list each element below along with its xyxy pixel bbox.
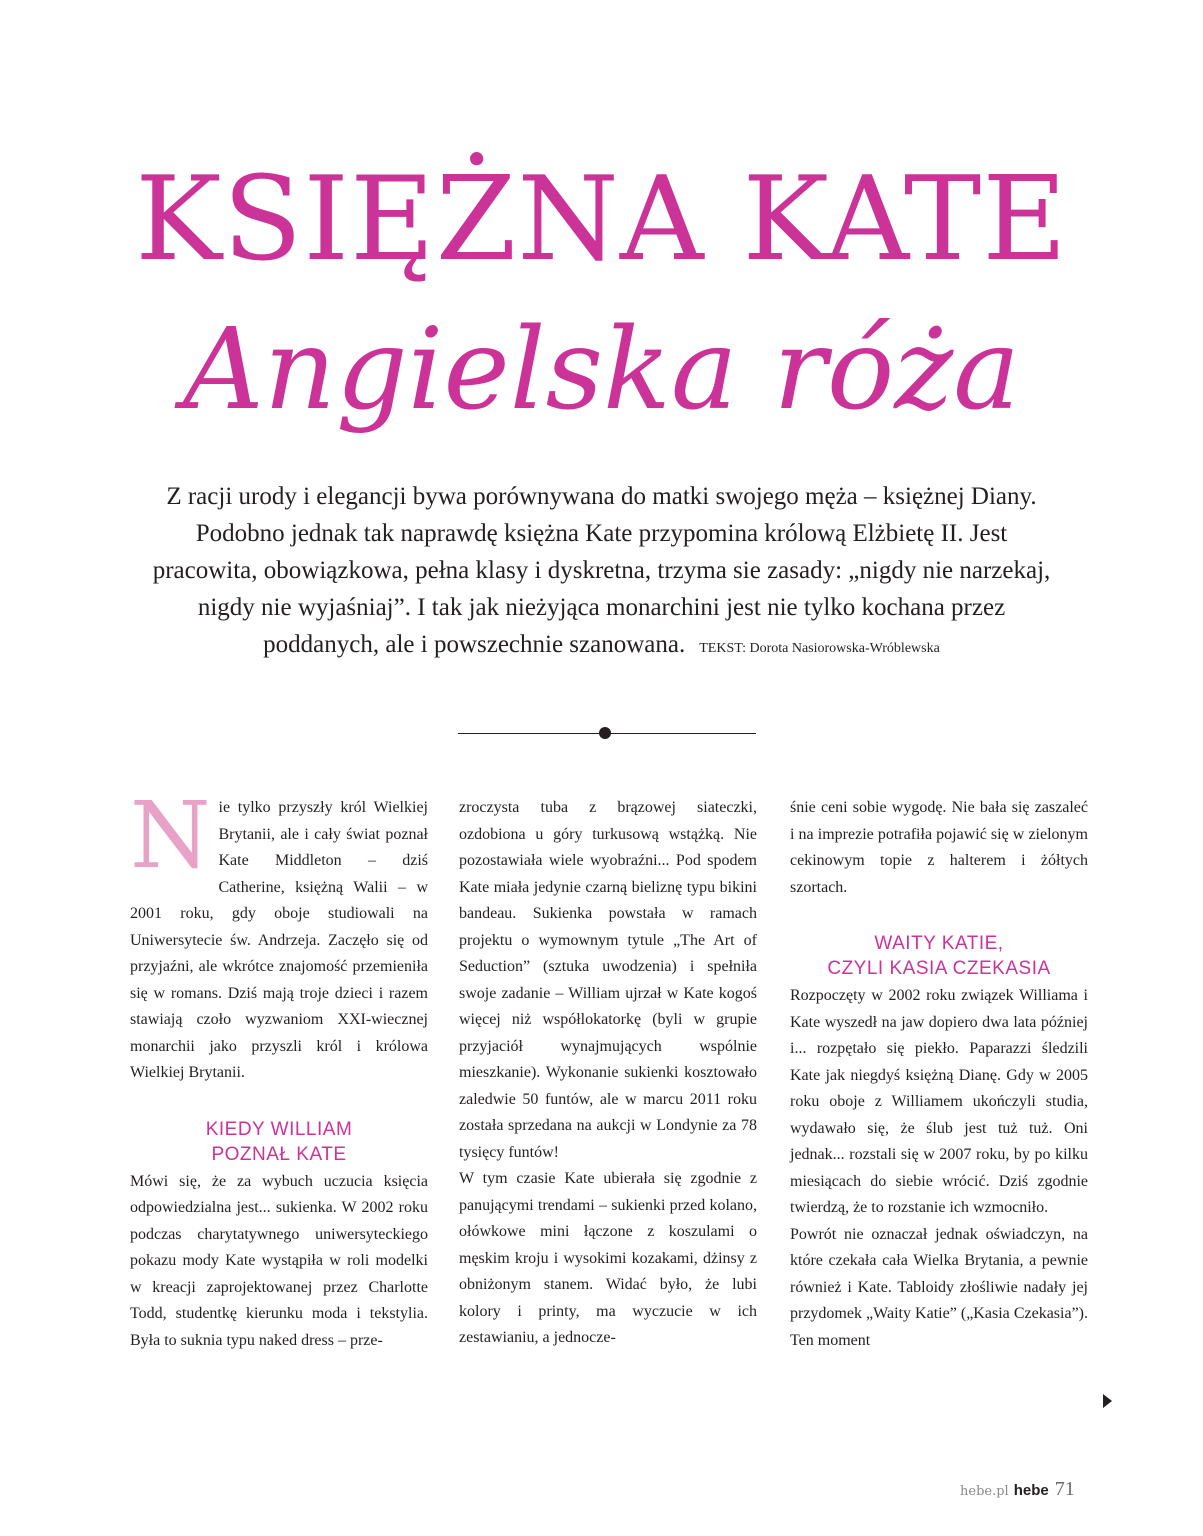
drop-cap: N (130, 782, 211, 889)
lead-text: Z racji urody i elegancji bywa porównywana do matki swojego męża – księżnej Diany. Podobno jednak tak naprawdę księżna Kate przypomina królową Elżbietę II. Jest pracowita, obowiązkowa, pełna klasy i dyskretna, trzyma sie zasady: „nigdy nie narzekaj, nigdy nie wyjaśniaj”. I tak jak nieżyjąca monarchini jest nie tylko kochana przez poddanych, ale i powszechnie szanowana. (152, 483, 1051, 658)
footer-magazine-logo: hebe (1013, 1482, 1049, 1499)
paragraph: zroczysta tuba z brązowej siateczki, ozdobiona u góry turkusową wstążką. Nie pozostawiała wiele wyobraźni... Pod spodem Kate miała jedynie czarną bieliznę typu bikini bandeau. Sukienka powstała w ramach projektu o wymownym tytule „The Art of Seduction” (sztuka uwodzenia) i spełniła swoje zadanie – William ujrzał w Kate kogoś więcej niż współlokatorkę (byli w grupie przyjaciół wynajmujących wspólnie mieszkanie). Wykonanie sukienki kosztowało zaledwie 50 funtów, ale w marcu 2011 roku została sprzedana na aukcji w Londynie za 78 tysięcy funtów! (459, 799, 757, 1161)
paragraph: śnie ceni sobie wygodę. Nie bała się zaszaleć i na imprezie potrafiła pojawić się w zielonym cekinowym topie z halterem i żółtych szortach. (790, 799, 1088, 896)
paragraph: Powrót nie oznaczał jednak oświadczyn, na które czekała cała Wielka Brytania, a pewnie również i Kate. Tabloidy złośliwie nadały jej przydomek „Waity Katie” („Kasia Czekasia”). Ten moment (790, 1225, 1088, 1349)
divider-dot-icon (599, 727, 611, 739)
section-heading-line-1: KIEDY WILLIAM (205, 1118, 353, 1140)
paragraph (130, 782, 428, 1087)
byline: TEKST: Dorota Nasiorowska-Wróblewska (699, 641, 940, 656)
section-heading-line-1: WAITY KATIE, (874, 933, 1004, 954)
paragraph: Rozpoczęty w 2002 roku związek Williama i Kate wyszedł na jaw dopiero dwa lata później i... rozpętało się piekło. Paparazzi śledzili Kate jak niegdyś księżną Dianę. Gdy w 2005 roku oboje z Williamem ukończyli studia, wydawało się, że ślub jest tuż tuż. Oni jednak... rozstali się w 2007 roku, by po kilku miesiącach do siebie wrócić. Dziś zgodnie twierdzą, że to rozstanie ich wzmocniło. (790, 987, 1088, 1216)
section-heading-line-2: CZYLI KASIA CZEKASIA (827, 958, 1051, 979)
paragraph: Mówi się, że za wybuch uczucia księcia odpowiedzialna jest... sukienka. W 2002 roku podczas charytatywnego uniwersyteckiego pokazu mody Kate wystąpiła w roli modelki w kreacji zaprojektowanej przez Charlotte Todd, studentkę kierunku moda i tekstylia. Była to suknia typu naked dress – prze- (130, 1172, 428, 1349)
article-column-3 (790, 795, 1088, 1354)
page-number: 71 (1054, 1478, 1075, 1500)
section-divider (458, 731, 756, 737)
article-column-1 (130, 782, 428, 1354)
section-heading-line-2: POZNAŁ KATE (211, 1143, 347, 1165)
page-footer (960, 1478, 1090, 1501)
article-column-2 (459, 795, 757, 1352)
footer-site: hebe.pl (960, 1484, 1009, 1499)
headline-subtitle: Angielska róża (182, 305, 1021, 435)
section-heading (790, 931, 1088, 981)
continue-arrow-icon (1103, 1394, 1112, 1408)
headline-title: KSIĘŻNA KATE (135, 152, 1068, 287)
lead-paragraph (150, 478, 1053, 667)
paragraph-text: ie tylko przyszły król Wielkiej Brytanii, ale i cały świat poznał Kate Middleton – dziś Catherine, księżną Walii – w 2001 roku, gdy oboje studiowali na Uniwersytecie św. Andrzeja. Zaczęło się od przyjaźni, ale wkrótce znajomość przemieniła się w romans. Dziś mają troje dzieci i razem stawiają czoło wyzwaniom XXI-wiecznej monarchii jako przyszli król i królowa Wielkiej Brytanii. (130, 799, 428, 1081)
paragraph: W tym czasie Kate ubierała się zgodnie z panującymi trendami – sukienki przed kolano, ołówkowe mini łączone z koszulami o męskim kroju i wysokimi kozakami, dżinsy z obniżonym stanem. Widać było, że lubi kolory i printy, ma wyczucie w ich zestawianiu, a jednocze- (459, 1170, 757, 1346)
section-heading (130, 1117, 428, 1167)
